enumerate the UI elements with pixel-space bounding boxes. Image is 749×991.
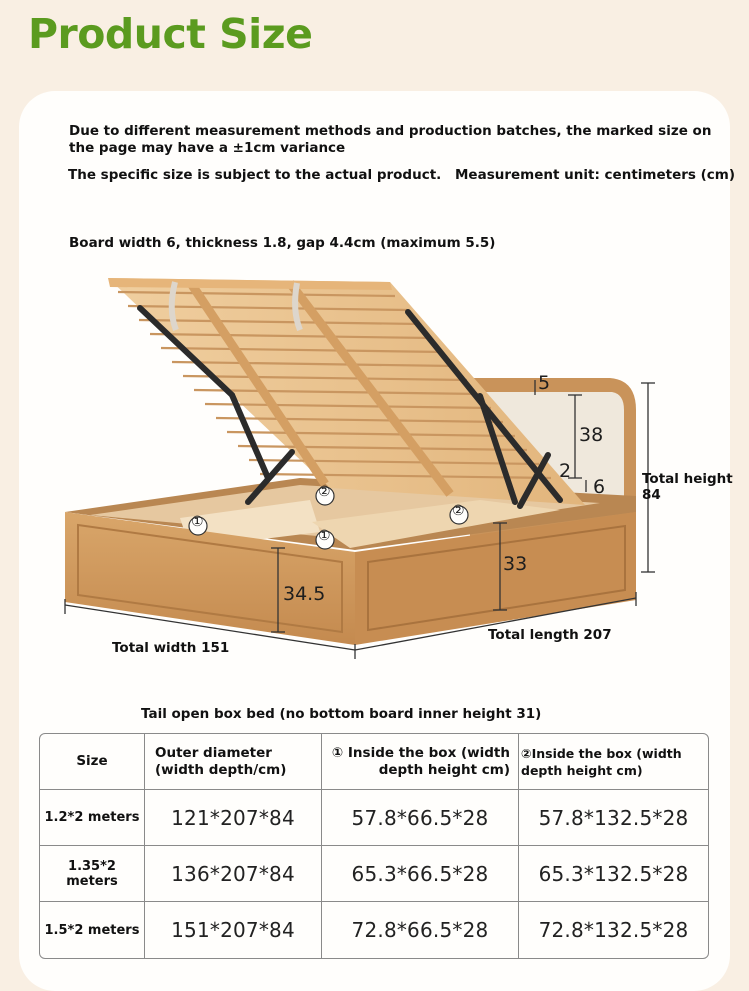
row-inside-1: 65.3*66.5*28 — [322, 846, 519, 902]
header-size: Size — [40, 734, 145, 790]
total-height-label: Total height 84 — [642, 471, 733, 503]
dim-2-label: 2 — [559, 460, 572, 482]
row-inside-2: 57.8*132.5*28 — [519, 790, 708, 846]
table-header-row — [40, 734, 708, 790]
header-outer: Outer diameter (width depth/cm) — [145, 734, 322, 790]
row-outer: 121*207*84 — [145, 790, 322, 846]
row-inside-2: 65.3*132.5*28 — [519, 846, 708, 902]
subject-note: The specific size is subject to the actual product. — [68, 167, 442, 183]
dim-34-5-label: 34.5 — [283, 583, 326, 605]
table-row — [40, 846, 708, 902]
marker-2-right: ② — [452, 503, 465, 519]
row-size: 1.2*2 meters — [40, 790, 145, 846]
dim-38-label: 38 — [579, 424, 604, 446]
row-outer: 136*207*84 — [145, 846, 322, 902]
total-width-label: Total width 151 — [112, 640, 230, 656]
marker-1-left: ① — [191, 514, 204, 530]
row-size: 1.35*2 meters — [40, 846, 145, 902]
marker-1-center: ① — [318, 528, 331, 544]
dim-6-label: 6 — [593, 476, 606, 498]
header-inside-2: ②Inside the box (width depth height cm) — [519, 734, 708, 790]
table-caption: Tail open box bed (no bottom board inner height 31) — [141, 706, 542, 722]
header-inside-1: ① Inside the box (width depth height cm) — [322, 734, 519, 790]
marker-2-center: ② — [318, 484, 331, 500]
size-table — [39, 733, 709, 959]
dim-5-label: 5 — [538, 372, 551, 394]
table-row — [40, 790, 708, 846]
unit-note: Measurement unit: centimeters (cm) — [455, 167, 736, 183]
row-inside-1: 72.8*66.5*28 — [322, 902, 519, 958]
table-row — [40, 902, 708, 958]
dim-33-label: 33 — [503, 553, 528, 575]
page-title: Product Size — [28, 10, 313, 58]
variance-note: Due to different measurement methods and production batches, the marked size on the page may have a ±1cm variance — [69, 123, 712, 156]
row-outer: 151*207*84 — [145, 902, 322, 958]
row-inside-1: 57.8*66.5*28 — [322, 790, 519, 846]
board-note: Board width 6, thickness 1.8, gap 4.4cm (maximum 5.5) — [69, 235, 496, 251]
total-length-label: Total length 207 — [488, 627, 612, 643]
row-inside-2: 72.8*132.5*28 — [538, 918, 689, 942]
row-size: 1.5*2 meters — [40, 902, 145, 958]
